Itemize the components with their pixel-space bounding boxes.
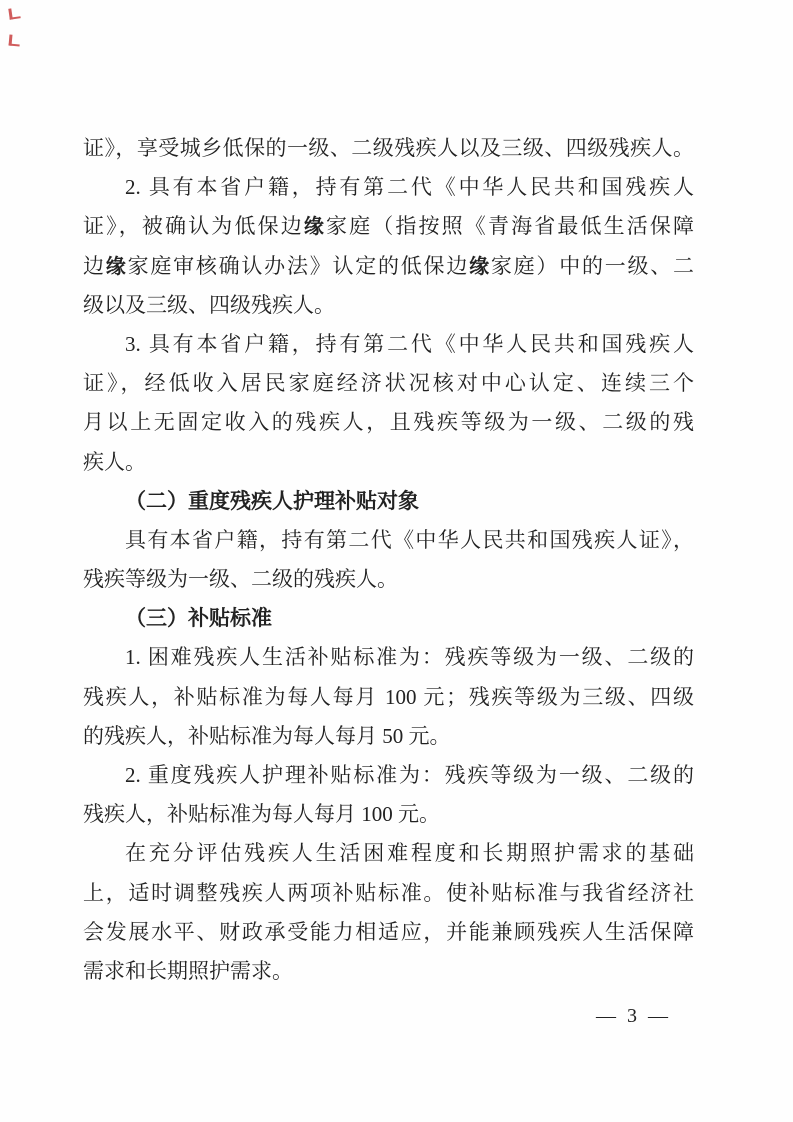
bold-fallback-char: 缘 bbox=[303, 216, 326, 239]
text-line bbox=[83, 795, 694, 834]
text-run: 会发展水平、财政承受能力相适应，并能兼顾残疾人生活保障 bbox=[83, 919, 694, 944]
text-line bbox=[83, 247, 694, 286]
text-line bbox=[83, 638, 694, 677]
text-line bbox=[83, 403, 694, 442]
text-run: 家庭（指按照《青海省最低生活保障 bbox=[326, 214, 695, 239]
bold-fallback-char: 缘 bbox=[105, 255, 128, 278]
text-run: 在充分评估残疾人生活困难程度和长期照护需求的基础 bbox=[125, 841, 694, 866]
text-run: 残疾人，补贴标准为每人每月 100 元。 bbox=[83, 802, 440, 827]
text-run: 2. 重度残疾人护理补贴标准为：残疾等级为一级、二级的 bbox=[125, 763, 694, 787]
text-line bbox=[83, 521, 694, 560]
red-scan-mark-bottom bbox=[9, 35, 21, 47]
text-run: 级以及三级、四级残疾人。 bbox=[83, 292, 335, 317]
text-run: 证》，被确认为低保边 bbox=[83, 214, 304, 239]
red-scan-mark-top bbox=[8, 7, 20, 19]
text-run: 家庭审核确认办法》认定的低保边 bbox=[127, 253, 470, 278]
text-run: 具有本省户籍，持有第二代《中华人民共和国残疾人证》， bbox=[125, 527, 694, 552]
bold-fallback-char: 缘 bbox=[469, 255, 491, 278]
text-run: 上，适时调整残疾人两项补贴标准。使补贴标准与我省经济社 bbox=[83, 880, 694, 905]
page-number: — 3 — bbox=[596, 1005, 671, 1027]
text-run: 证》，经低收入居民家庭经济状况核对中心认定、连续三个 bbox=[83, 371, 694, 396]
text-line bbox=[83, 364, 694, 403]
text-run: 边 bbox=[83, 253, 106, 278]
text-run: 2. 具有本省户籍，持有第二代《中华人民共和国残疾人 bbox=[125, 175, 694, 200]
text-line bbox=[83, 678, 694, 717]
text-line bbox=[83, 560, 694, 599]
document-text bbox=[83, 129, 694, 991]
text-line bbox=[83, 913, 694, 952]
text-run: 疾人。 bbox=[83, 449, 146, 474]
text-line bbox=[83, 756, 694, 795]
text-line bbox=[83, 874, 694, 913]
text-line bbox=[83, 717, 694, 756]
text-run: 的残疾人，补贴标准为每人每月 50 元。 bbox=[83, 723, 451, 748]
text-run: （二）重度残疾人护理补贴对象 bbox=[125, 488, 419, 513]
text-run: 证》，享受城乡低保的一级、二级残疾人以及三级、四级残疾人。 bbox=[83, 136, 694, 160]
heading-line bbox=[83, 482, 694, 521]
text-line bbox=[83, 834, 694, 873]
text-run: 家庭）中的一级、二 bbox=[490, 253, 695, 278]
text-run: 需求和长期照护需求。 bbox=[83, 958, 293, 983]
text-line bbox=[83, 168, 694, 207]
text-line bbox=[83, 952, 694, 991]
text-run: 1. 困难残疾人生活补贴标准为：残疾等级为一级、二级的 bbox=[125, 645, 694, 670]
text-run: （三）补贴标准 bbox=[125, 606, 272, 631]
text-line bbox=[83, 325, 694, 364]
text-line bbox=[83, 207, 694, 246]
heading-line bbox=[83, 599, 694, 638]
text-run: 残疾人，补贴标准为每人每月 100 元；残疾等级为三级、四级 bbox=[83, 684, 694, 709]
text-run: 月以上无固定收入的残疾人，且残疾等级为一级、二级的残 bbox=[83, 410, 694, 435]
text-line bbox=[83, 129, 694, 168]
text-line bbox=[83, 286, 694, 325]
text-run: 残疾等级为一级、二级的残疾人。 bbox=[83, 567, 398, 592]
text-line bbox=[83, 443, 694, 482]
text-run: 3. 具有本省户籍，持有第二代《中华人民共和国残疾人 bbox=[125, 331, 694, 356]
